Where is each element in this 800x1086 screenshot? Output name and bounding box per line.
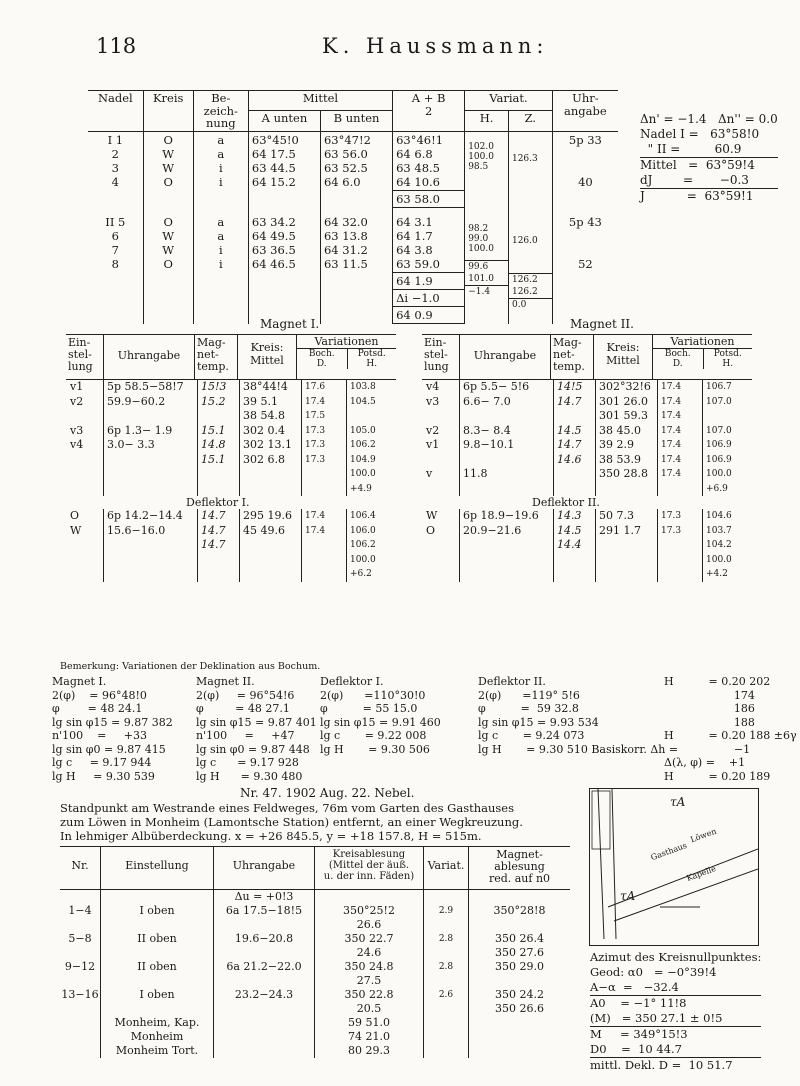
kreis-cell: 50 7.3 291 1.7 <box>595 509 657 582</box>
magnet-1-table <box>66 334 396 582</box>
col-z: Z. <box>508 111 552 131</box>
col-uhrangabe: Uhrangabe <box>103 335 194 379</box>
uhr-cell: 6p 14.2−14.4 15.6−16.0 <box>103 509 197 582</box>
azimut-line: M = 349°15!3 <box>590 1027 688 1041</box>
sketch-word: Kapelle <box>685 864 718 883</box>
calc-magnet-2: Magnet II. 2(φ) = 96°54!6 φ = 48 27.1 lg sin φ15 = 9.87 401 n'100 = +47 lg sin φ0 = 9.87 448 lg c = 9.17 928 lg H = 9.30 480 <box>196 675 317 783</box>
temp-cell: 14.3 14.5 14.4 <box>553 509 595 582</box>
col-b-unten: B unten <box>320 111 392 131</box>
magnet-2-table <box>422 334 752 582</box>
h-cell: 102.0 100.0 98.5 <box>465 131 509 214</box>
uhr-cell: Δu = +0!3 6a 17.5−18!5 19.6−20.8 6a 21.2−22.0 23.2−24.3 <box>213 890 314 1058</box>
building <box>592 791 610 849</box>
uhr-cell: 6p 18.9−19.6 20.9−21.6 <box>459 509 553 582</box>
azimut-line: (M) = 350 27.1 ± 0!5 <box>590 1011 761 1027</box>
col-h: H. <box>465 111 509 131</box>
apb-cell: 64 3.1 64 1.7 64 3.8 63 59.0 <box>396 214 440 271</box>
summary-line: Δn' = −1.4 Δn'' = 0.0 <box>640 112 778 126</box>
kreis-cell: 295 19.6 45 49.6 <box>239 509 301 582</box>
summary-line: Mittel = 63°59!4 <box>640 158 755 172</box>
col-einstellung: Ein- stel- lung <box>424 336 449 373</box>
a-cell: 63 34.2 64 49.5 63 36.5 64 46.5 <box>248 214 320 324</box>
einst-cell: I oben II oben II oben I oben Monheim, Kap. Monheim Monheim Tort. <box>100 890 213 1058</box>
col-uhr: Uhr- angabe <box>552 91 618 132</box>
h-diff: −1.4 <box>465 285 508 298</box>
col-nr: Nr. <box>71 859 89 872</box>
nadel-cell: I 1 2 3 4 <box>107 132 124 189</box>
deflektor-1-label: Deflektor I. <box>186 496 250 509</box>
uhr-cell: 6p 5.5− 5!6 6.6− 7.0 8.3− 8.4 9.8−10.1 11.8 <box>459 380 553 496</box>
mag-cell: 350°28!8 350 26.4 350 27.6 350 29.0 350 24.2 350 26.6 <box>468 890 570 1058</box>
col-magnet-temp: Mag- net- temp. <box>194 335 237 379</box>
summary-line: " II = 60.9 <box>640 142 778 158</box>
col-bochum: Boch. D. <box>664 349 691 369</box>
uhr-cell: 5p 33 40 <box>552 131 618 214</box>
kreis-cell: O W W O <box>143 214 193 324</box>
road-line <box>612 789 616 939</box>
var-cell: 2.9 2.8 2.8 2.6 <box>423 890 468 1058</box>
ein-cell: O W <box>70 509 82 537</box>
col-kreis-mittel: Kreis: Mittel <box>593 335 652 379</box>
page-number: 118 <box>96 34 137 58</box>
calc-deflektor-2: Deflektor II. 2(φ) =119° 5!6 φ = 59 32.8 lg sin φ15 = 9.93 534 lg c = 9.24 073 lg H = 9.30 510 Basiskorr. Δh = <box>478 675 679 756</box>
z-base: 126.2 <box>511 286 538 297</box>
needle-table <box>88 90 618 324</box>
col-uhrangabe: Uhrangabe <box>459 335 550 379</box>
potsd-cell: 106.7 107.0 107.0 106.9 106.9 100.0 +6.9 <box>702 380 752 496</box>
summary-line: J = 63°59!1 <box>640 189 754 203</box>
col-bochum: Boch. D. <box>308 349 335 369</box>
col-variationen: Variationen <box>653 335 752 349</box>
site-sketch-drawing <box>590 789 758 945</box>
col-magnet-temp: Mag- net- temp. <box>550 335 593 379</box>
calc-deflektor-1: Deflektor I. 2(φ) =110°30!0 φ = 55 15.0 lg sin φ15 = 9.91 460 lg c = 9.22 008 lg H = 9.30 506 <box>320 675 441 756</box>
temp-cell: 14!5 14.7 14.5 14.7 14.6 <box>553 380 595 496</box>
b-cell: 63°47!2 63 56.0 63 52.5 64 6.0 <box>320 131 392 214</box>
kreis-cell: O W W O <box>143 131 193 214</box>
col-a-unten: A unten <box>248 111 320 131</box>
col-magnetablesung: Magnet- ablesung red. auf n0 <box>468 847 570 889</box>
bez-cell: a a i i <box>193 131 248 214</box>
z-mean: 126.2 <box>509 273 552 286</box>
sketch-word: Gasthaus <box>649 840 689 863</box>
table-row <box>88 131 618 214</box>
ein-cell: W O <box>426 509 438 537</box>
summary-line: Nadel I = 63°58!0 <box>640 127 760 141</box>
z-cell: 126.0 <box>511 235 538 246</box>
bemerkung: Bemerkung: Variationen der Deklination aus Bochum. <box>60 661 321 672</box>
nr-cell: 1−4 5−8 9−12 13−16 <box>61 904 99 1001</box>
table-row <box>88 214 618 324</box>
azimut-line: Geod: α0 = −0°39!4 <box>590 965 717 979</box>
col-einstellung: Ein- stel- lung <box>68 336 93 373</box>
kreis-cell: 302°32!6 301 26.0 301 59.3 38 45.0 39 2.9 38 53.9 350 28.8 <box>595 380 657 496</box>
col-variationen: Variationen <box>297 335 396 349</box>
ein-cell: v1 v2 v3 v4 <box>70 380 84 451</box>
nadel-cell: II 5 6 7 8 <box>105 214 126 271</box>
uhr-cell: 5p 43 52 <box>552 214 618 324</box>
z-diff: 0.0 <box>509 298 552 311</box>
uhr-cell: 5p 58.5−58!7 59.9−60.2 6p 1.3− 1.9 3.0− 3.3 <box>103 380 197 496</box>
summary-line: dJ = −0.3 <box>640 173 778 189</box>
azimut-line: D0 = 10 44.7 <box>590 1042 761 1058</box>
site-sketch <box>589 788 759 946</box>
apb-final: 64 0.9 <box>393 307 464 324</box>
azimut-line: mittl. Dekl. D = 10 51.7 <box>590 1058 733 1072</box>
h-mean: 99.6 <box>465 260 508 273</box>
magnet-2-title: Magnet II. <box>570 317 634 331</box>
col-potsdam: Potsd. H. <box>347 349 397 369</box>
col-bezeichnung: Be- zeich- nung <box>193 91 248 132</box>
col-potsdam: Potsd. H. <box>703 349 753 369</box>
calc-result: H = 0.20 202 174 186 188 H = 0.20 188 ±6γ −1 Δ(λ, φ) = +1 H = 0.20 189 <box>664 675 797 783</box>
col-variat: Variat. <box>423 847 468 889</box>
station-line: Standpunkt am Westrande eines Feldweges, 76m vom Garten des Gasthauses <box>60 801 515 815</box>
potsd-cell: 103.8 104.5 105.0 106.2 104.9 100.0 +4.9 <box>346 380 396 496</box>
station-line: zum Löwen in Monheim (Lamontsche Station) entfernt, an einer Wegkreuzung. <box>60 815 523 829</box>
boch-cell: 17.4 17.4 17.4 17.4 17.4 17.4 17.4 <box>657 380 702 496</box>
needle-summary <box>640 112 778 204</box>
a-cell: 63°45!0 64 17.5 63 44.5 64 15.2 <box>248 131 320 214</box>
calc-magnet-1: Magnet I. 2(φ) = 96°48!0 φ = 48 24.1 lg sin φ15 = 9.87 382 n'100 = +33 lg sin φ0 = 9.87 415 lg c = 9.17 944 lg H = 9.30 539 <box>52 675 173 783</box>
author-header: K. Haussmann: <box>322 34 549 58</box>
col-apb: A + B 2 <box>393 91 465 132</box>
apb-cell: 63°46!1 64 6.8 63 48.5 64 10.6 <box>396 132 444 189</box>
azimut-line: A−α = −32.4 <box>590 980 761 996</box>
sketch-word: Löwen <box>689 826 718 845</box>
station-line: In lehmiger Albüberdeckung. x = +26 845.5, y = +18 157.8, H = 515m. <box>60 829 482 843</box>
station-title: Nr. 47. 1902 Aug. 22. Nebel. <box>240 786 415 800</box>
station-description <box>60 801 523 843</box>
sketch-label: τA <box>620 889 636 903</box>
apb-delta: Δi −1.0 <box>393 290 464 307</box>
col-kreis: Kreis <box>143 91 193 132</box>
h-cell: 98.2 99.0 100.0 <box>468 223 494 254</box>
col-nadel: Nadel <box>88 91 143 132</box>
col-kreisablesung: Kreisablesung (Mittel der äuß. u. der inn. Fäden) <box>314 847 423 889</box>
boch-cell: 17.4 17.4 <box>301 509 346 582</box>
kreis-cell: 350°25!2 26.6 350 22.7 24.6 350 24.8 27.5 350 22.8 20.5 59 51.0 74 21.0 80 29.3 <box>314 890 423 1058</box>
apb-mean: 64 1.9 <box>393 272 464 290</box>
col-mittel: Mittel <box>248 91 392 111</box>
deflektor-2-label: Deflektor II. <box>532 496 600 509</box>
b-cell: 64 32.0 63 13.8 64 31.2 63 11.5 <box>320 214 392 324</box>
col-einstellung: Einstellung <box>100 847 213 889</box>
potsd-cell: 106.4 106.0 106.2 100.0 +6.2 <box>346 509 396 582</box>
boch-cell: 17.3 17.3 <box>657 509 702 582</box>
azimuth-table <box>60 846 570 1058</box>
apb-mean: 63 58.0 <box>393 190 464 208</box>
magnet-1-title: Magnet I. <box>260 317 320 331</box>
azimut-line: Azimut des Kreisnullpunktes: <box>590 950 762 964</box>
col-kreis-mittel: Kreis: Mittel <box>237 335 296 379</box>
temp-cell: 14.7 14.7 14.7 <box>197 509 239 582</box>
kreis-cell: 38°44!4 39 5.1 38 54.8 302 0.4 302 13.1 302 6.8 <box>239 380 301 496</box>
h-base: 101.0 <box>468 273 494 284</box>
temp-cell: 15!3 15.2 15.1 14.8 15.1 <box>197 380 239 496</box>
col-uhrangabe: Uhrangabe <box>213 847 314 889</box>
ein-cell: v4 v3 v2 v1 v <box>426 380 440 480</box>
col-variat: Variat. <box>465 91 553 111</box>
road-line <box>598 789 604 939</box>
azimut-block <box>590 950 761 1073</box>
sketch-label: τA <box>670 795 686 809</box>
potsd-cell: 104.6 103.7 104.2 100.0 +4.2 <box>702 509 752 582</box>
boch-cell: 17.6 17.4 17.5 17.3 17.3 17.3 <box>301 380 346 496</box>
z-cell: 126.3 <box>508 131 552 214</box>
bez-cell: a a i i <box>193 214 248 324</box>
azimut-line: A0 = −1° 11!8 <box>590 996 687 1010</box>
